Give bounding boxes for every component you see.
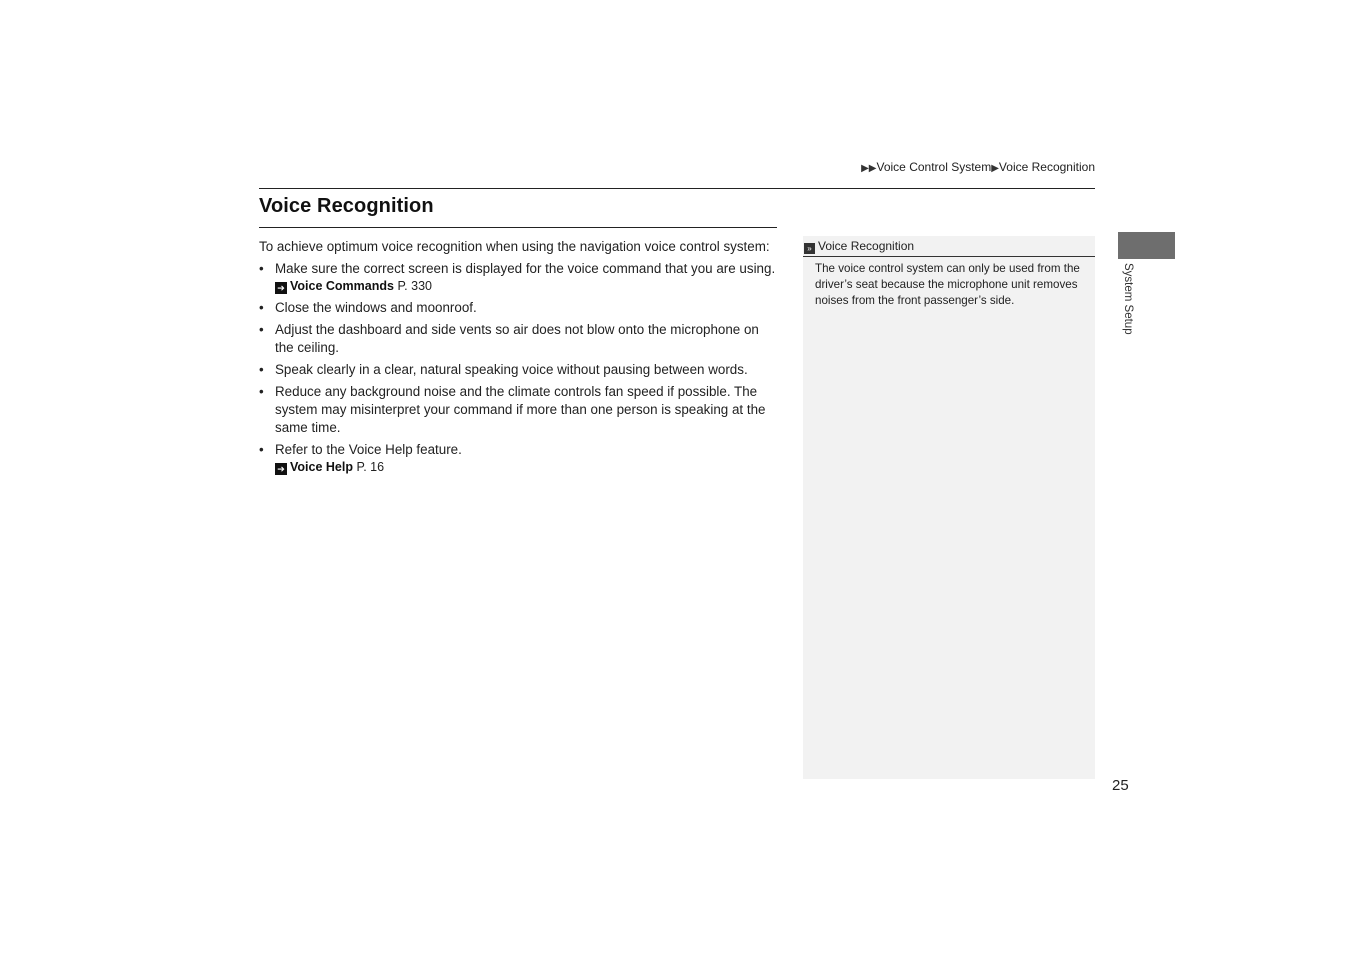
sidebar-heading	[803, 236, 1095, 257]
breadcrumb-item-voice-recognition[interactable]: Voice Recognition	[998, 160, 1095, 174]
sidebar-heading-text: Voice Recognition	[818, 239, 915, 253]
bullet-icon: •	[259, 322, 264, 337]
cross-reference-voice-help[interactable]	[275, 459, 777, 476]
bullet-icon: •	[259, 362, 264, 377]
list-item-text: Close the windows and moonroof.	[275, 300, 477, 315]
bullet-icon: •	[259, 261, 264, 276]
sidebar-note	[803, 236, 1095, 779]
breadcrumb-item-voice-control-system[interactable]: Voice Control System	[876, 160, 992, 174]
breadcrumb	[861, 160, 1095, 174]
page-title: Voice Recognition	[259, 195, 434, 217]
xref-page[interactable]: P. 16	[356, 460, 385, 474]
intro-paragraph: To achieve optimum voice recognition when using the navigation voice control system:	[259, 239, 770, 254]
header-divider	[259, 188, 1095, 189]
cross-reference-arrow-icon: ➔	[275, 282, 287, 294]
list-item-text: Reduce any background noise and the climate controls fan speed if possible. The system may misinterpret your command if more than one person is speaking at the same time.	[275, 384, 766, 435]
cross-reference-arrow-icon: ➔	[275, 463, 287, 475]
breadcrumb-arrow-icon: ▶▶	[861, 163, 877, 174]
breadcrumb-separator-icon: ▶	[991, 163, 999, 174]
main-content	[259, 238, 777, 480]
list-item-text: Speak clearly in a clear, natural speaking voice without pausing between words.	[275, 362, 748, 377]
bullet-icon: •	[259, 384, 264, 399]
title-divider	[259, 227, 777, 228]
note-marker-icon: »	[804, 243, 815, 254]
bullet-icon: •	[259, 300, 264, 315]
xref-page[interactable]: P. 330	[397, 279, 432, 293]
chapter-tab-label[interactable]: System Setup	[1122, 263, 1134, 335]
list-item-text: Refer to the Voice Help feature.	[275, 442, 462, 457]
list-item	[259, 383, 777, 437]
tips-list	[259, 260, 777, 476]
xref-title[interactable]: Voice Commands	[290, 279, 394, 293]
chapter-tab[interactable]	[1118, 232, 1175, 259]
cross-reference-voice-commands[interactable]	[275, 278, 777, 295]
page-number: 25	[1112, 777, 1129, 794]
list-item	[259, 260, 777, 295]
list-item	[259, 321, 777, 357]
list-item	[259, 299, 777, 317]
bullet-icon: •	[259, 442, 264, 457]
sidebar-body: The voice control system can only be used from the driver’s seat because the microphone unit removes noises from the front passenger’s side.	[815, 262, 1080, 307]
list-item	[259, 361, 777, 379]
list-item-text: Adjust the dashboard and side vents so air does not blow onto the microphone on the ceiling.	[275, 322, 759, 355]
xref-title[interactable]: Voice Help	[290, 460, 353, 474]
list-item-text: Make sure the correct screen is displayed for the voice command that you are using.	[275, 261, 776, 276]
list-item	[259, 441, 777, 476]
